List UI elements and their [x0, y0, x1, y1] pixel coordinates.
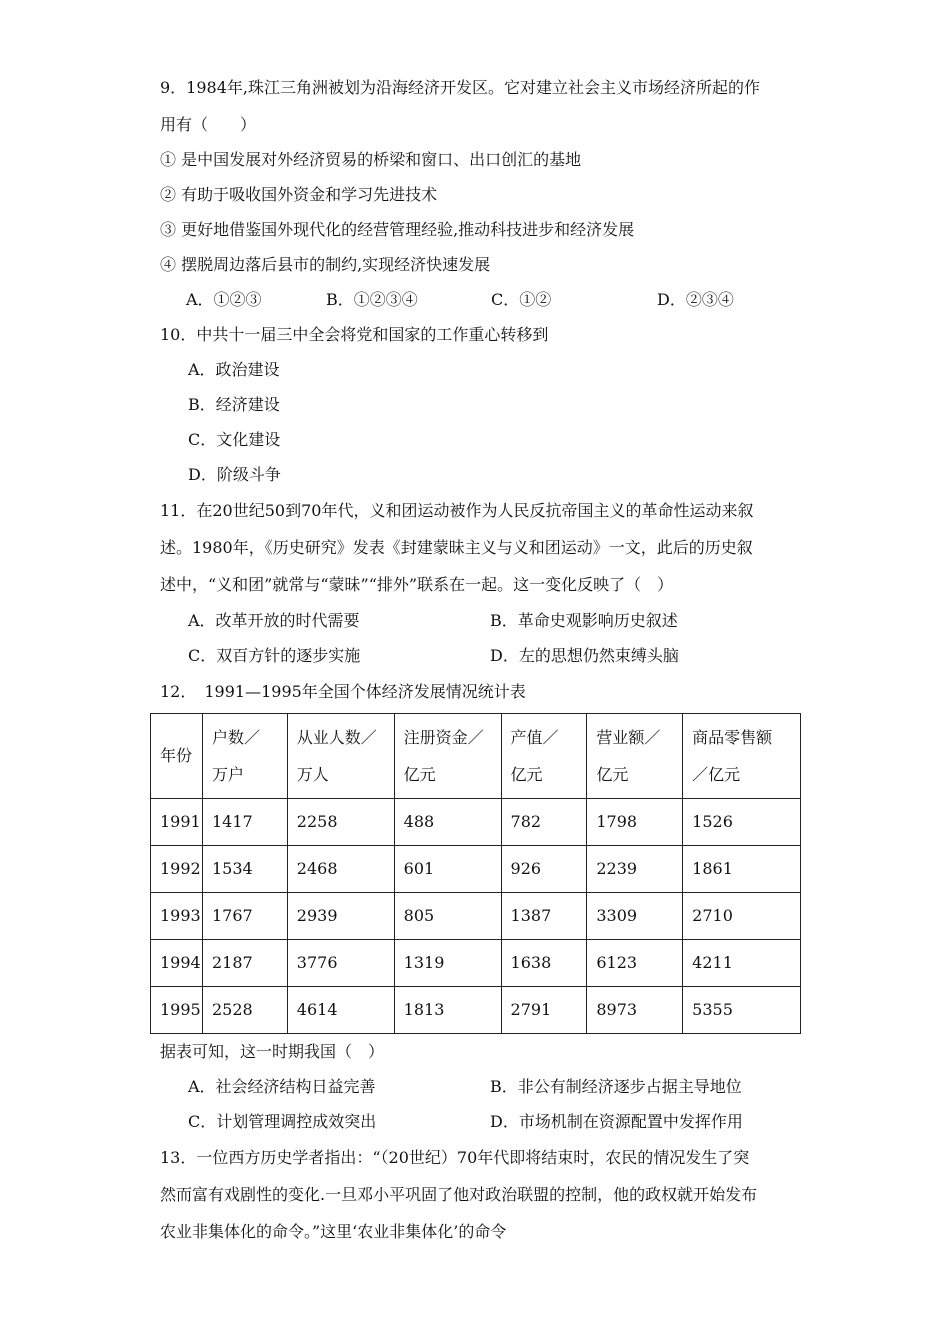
table-cell: 1861: [683, 846, 801, 893]
q12-option-b[interactable]: B．非公有制经济逐步占据主导地位: [490, 1077, 742, 1096]
q10-option-d[interactable]: D．阶级斗争: [188, 465, 281, 484]
q13-stem-line1: 13．一位西方历史学者指出：“（20世纪）70年代即将结束时，农民的情况发生了突: [160, 1148, 750, 1167]
table-cell: 4211: [683, 940, 801, 987]
q9-item-2: ② 有助于吸收国外资金和学习先进技术: [160, 185, 438, 204]
q9-item-3: ③ 更好地借鉴国外现代化的经营管理经验,推动科技进步和经济发展: [160, 220, 635, 239]
table-cell: 1319: [394, 940, 501, 987]
table-cell: 1991: [151, 799, 203, 846]
table-cell: 1813: [394, 987, 501, 1034]
q12-option-d[interactable]: D．市场机制在资源配置中发挥作用: [490, 1112, 743, 1131]
header-year: 年份: [151, 714, 203, 799]
table-cell: 926: [501, 846, 587, 893]
table-cell: 2939: [287, 893, 394, 940]
q12-stem: 据表可知，这一时期我国（ ）: [160, 1042, 385, 1061]
q11-option-a[interactable]: A．改革开放的时代需要: [188, 611, 360, 630]
table-cell: 1387: [501, 893, 587, 940]
header-output: 产值／ 亿元: [501, 714, 587, 799]
table-row: [151, 987, 801, 1034]
table-cell: 1994: [151, 940, 203, 987]
table-cell: 5355: [683, 987, 801, 1034]
table-cell: 6123: [587, 940, 683, 987]
table-cell: 2791: [501, 987, 587, 1034]
q11-stem-line1: 11．在20世纪50到70年代，义和团运动被作为人民反抗帝国主义的革命性运动来叙: [160, 501, 754, 520]
table-cell: 1993: [151, 893, 203, 940]
table-cell: 1417: [202, 799, 287, 846]
q11-option-d[interactable]: D．左的思想仍然束缚头脑: [490, 646, 679, 665]
table-cell: 4614: [287, 987, 394, 1034]
table-cell: 2258: [287, 799, 394, 846]
table-row: [151, 893, 801, 940]
q9-option-b[interactable]: B．①②③④: [326, 290, 418, 309]
table-cell: 3309: [587, 893, 683, 940]
q12-option-a[interactable]: A．社会经济结构日益完善: [188, 1077, 376, 1096]
table-cell: 1995: [151, 987, 203, 1034]
table-cell: 488: [394, 799, 501, 846]
q12-title: 12． 1991—1995年全国个体经济发展情况统计表: [160, 682, 526, 701]
q11-option-b[interactable]: B．革命史观影响历史叙述: [490, 611, 678, 630]
table-row: [151, 940, 801, 987]
table-cell: 1992: [151, 846, 203, 893]
header-employees: 从业人数／ 万人: [287, 714, 394, 799]
q9-item-1: ① 是中国发展对外经济贸易的桥梁和窗口、出口创汇的基地: [160, 150, 582, 169]
table-cell: 2528: [202, 987, 287, 1034]
q9-option-a[interactable]: A．①②③: [186, 290, 262, 309]
q11-stem-line3: 述中，“义和团”就常与“蒙昧”“排外”联系在一起。这一变化反映了（ ）: [160, 575, 674, 594]
table-cell: 2187: [202, 940, 287, 987]
table-cell: 601: [394, 846, 501, 893]
table-cell: 1798: [587, 799, 683, 846]
q13-stem-line2: 然而富有戏剧性的变化.一旦邓小平巩固了他对政治联盟的控制，他的政权就开始发布: [160, 1185, 758, 1204]
q11-stem-line2: 述。1980年，《历史研究》发表《封建蒙昧主义与义和团运动》一文，此后的历史叙: [160, 538, 753, 557]
table-cell: 3776: [287, 940, 394, 987]
header-retail: 商品零售额 ／亿元: [683, 714, 801, 799]
q10-option-b[interactable]: B．经济建设: [188, 395, 280, 414]
q9-stem-line2: 用有（ ）: [160, 115, 257, 134]
statistics-table: [150, 713, 801, 1034]
header-turnover: 营业额／ 亿元: [587, 714, 683, 799]
q10-option-c[interactable]: C．文化建设: [188, 430, 281, 449]
header-households: 户数／ 万户: [202, 714, 287, 799]
table-cell: 805: [394, 893, 501, 940]
q10-option-a[interactable]: A．政治建设: [188, 360, 280, 379]
table-row: [151, 846, 801, 893]
header-capital: 注册资金／ 亿元: [394, 714, 501, 799]
table-header-row: [151, 714, 801, 799]
table-cell: 2710: [683, 893, 801, 940]
table-cell: 2239: [587, 846, 683, 893]
table-cell: 1534: [202, 846, 287, 893]
table-row: [151, 799, 801, 846]
q9-stem-line1: 9．1984年,珠江三角洲被划为沿海经济开发区。它对建立社会主义市场经济所起的作: [160, 78, 760, 97]
table-cell: 1526: [683, 799, 801, 846]
q9-option-c[interactable]: C．①②: [491, 290, 552, 309]
q10-stem: 10．中共十一届三中全会将党和国家的工作重心转移到: [160, 325, 549, 344]
q11-option-c[interactable]: C．双百方针的逐步实施: [188, 646, 361, 665]
table-cell: 1638: [501, 940, 587, 987]
q9-option-d[interactable]: D．②③④: [657, 290, 734, 309]
table-cell: 1767: [202, 893, 287, 940]
q12-option-c[interactable]: C．计划管理调控成效突出: [188, 1112, 377, 1131]
q13-stem-line3: 农业非集体化的命令。”这里‘农业非集体化’的命令: [160, 1222, 507, 1241]
table-cell: 782: [501, 799, 587, 846]
table-cell: 2468: [287, 846, 394, 893]
table-cell: 8973: [587, 987, 683, 1034]
q9-item-4: ④ 摆脱周边落后县市的制约,实现经济快速发展: [160, 255, 491, 274]
